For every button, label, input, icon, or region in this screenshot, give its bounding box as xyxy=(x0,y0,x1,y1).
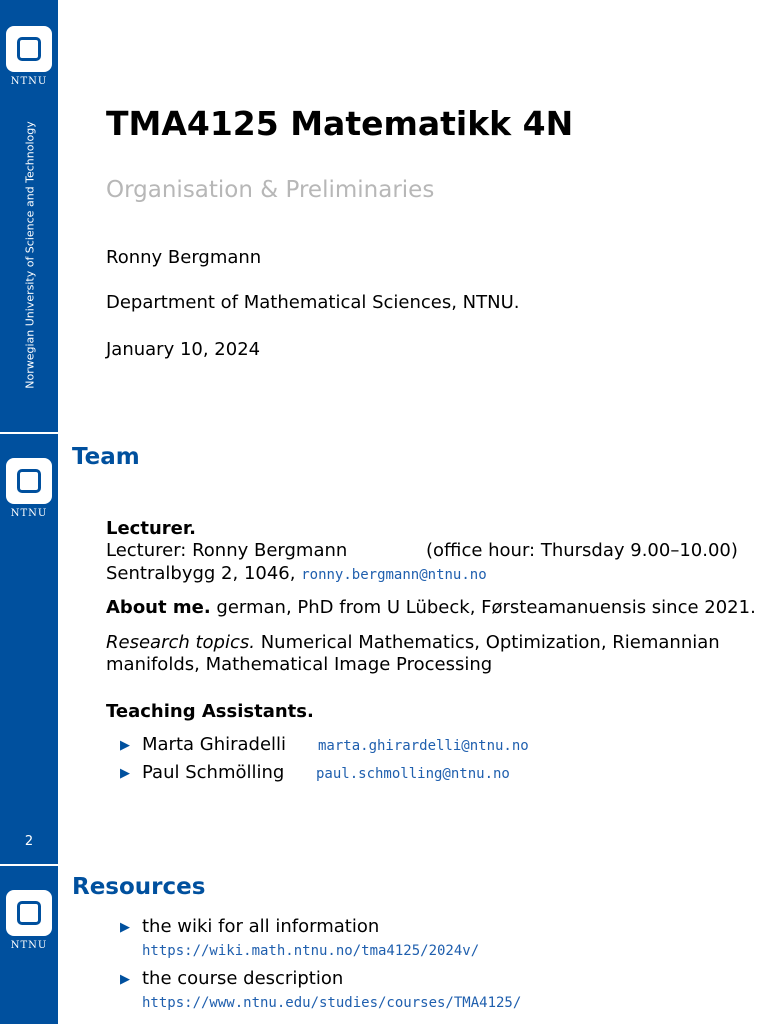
office-location: Sentralbygg 2, 1046, xyxy=(106,563,296,584)
logo-text: NTNU xyxy=(10,508,48,519)
page-number: 2 xyxy=(24,834,34,849)
logo-text: NTNU xyxy=(10,76,48,87)
slide-separator xyxy=(0,432,58,434)
triangle-bullet-icon: ▶ xyxy=(120,972,130,987)
ntnu-logo-icon xyxy=(6,458,52,519)
sidebar xyxy=(0,432,58,864)
sidebar xyxy=(0,0,58,432)
ta-email-link[interactable]: marta.ghirardelli@ntnu.no xyxy=(318,738,529,754)
frame-title: Team xyxy=(72,444,140,470)
ta-name: Paul Schmölling xyxy=(142,762,285,783)
research-topics-cont: manifolds, Mathematical Image Processing xyxy=(106,654,493,675)
ntnu-logo-icon xyxy=(6,26,52,87)
about-me: About me. german, PhD from U Lübeck, Førsteamanuensis since 2021. xyxy=(106,597,756,618)
research-topics: Research topics. Numerical Mathematics, Optimization, Riemannian xyxy=(106,632,720,653)
frame-title: Resources xyxy=(72,874,206,900)
department: Department of Mathematical Sciences, NTNU. xyxy=(106,292,520,313)
office-location-line xyxy=(106,563,487,584)
office-hour: (office hour: Thursday 9.00–10.00) xyxy=(426,540,738,561)
logo-text: NTNU xyxy=(10,940,48,951)
slide-separator xyxy=(0,864,58,866)
ntnu-logo-icon xyxy=(6,890,52,951)
sidebar xyxy=(0,864,58,1024)
team-slide xyxy=(0,432,768,864)
triangle-bullet-icon: ▶ xyxy=(120,766,130,781)
lecturer-heading: Lecturer. xyxy=(106,518,196,539)
author: Ronny Bergmann xyxy=(106,247,262,268)
triangle-bullet-icon: ▶ xyxy=(120,738,130,753)
resource-link[interactable]: https://www.ntnu.edu/studies/courses/TMA4125/ xyxy=(142,995,522,1011)
triangle-bullet-icon: ▶ xyxy=(120,920,130,935)
date: January 10, 2024 xyxy=(106,339,261,360)
resource-label: the course description xyxy=(142,968,344,989)
ta-heading: Teaching Assistants. xyxy=(106,701,314,722)
lecturer-line: Lecturer: Ronny Bergmann xyxy=(106,540,348,561)
resources-slide xyxy=(0,864,768,1024)
page-title: TMA4125 Matematikk 4N xyxy=(106,104,574,143)
title-slide xyxy=(0,0,768,432)
resource-label: the wiki for all information xyxy=(142,916,380,937)
university-name: Norwegian University of Science and Technology xyxy=(23,121,37,389)
ta-name: Marta Ghiradelli xyxy=(142,734,287,755)
lecturer-email-link[interactable]: ronny.bergmann@ntnu.no xyxy=(301,567,487,583)
page-subtitle: Organisation & Preliminaries xyxy=(106,177,435,203)
resource-link[interactable]: https://wiki.math.ntnu.no/tma4125/2024v/ xyxy=(142,943,480,959)
ta-email-link[interactable]: paul.schmolling@ntnu.no xyxy=(316,766,510,782)
